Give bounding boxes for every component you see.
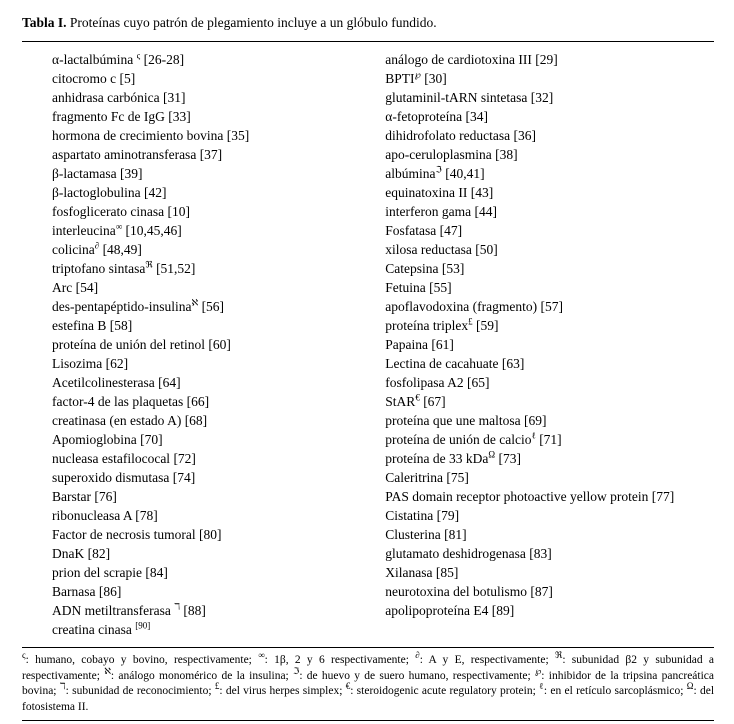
protein-entry: Clusterina [81] (385, 527, 467, 542)
protein-entry: aspartato aminotransferasa [37] (52, 147, 223, 162)
protein-entry: prion del scrapie [84] (52, 565, 168, 580)
protein-entry: PAS domain receptor photoactive yellow protein [77] (385, 489, 675, 504)
protein-entry: Papaina [61] (385, 337, 454, 352)
footnote-marker: ∂ (94, 240, 100, 251)
protein-entry: hormona de crecimiento bovina [35] (52, 128, 250, 143)
protein-entry: ribonucleasa A [78] (52, 508, 158, 523)
protein-entry: colicina∂ [48,49] (52, 240, 142, 257)
protein-entry: dihidrofolato reductasa [36] (385, 128, 537, 143)
protein-entry: Fosfatasa [47] (385, 223, 463, 238)
footnote-symbol: ℸ (59, 681, 66, 692)
footnote-marker: € (415, 392, 420, 403)
right-column (385, 50, 714, 639)
protein-entry: BPTI℘ [30] (385, 69, 447, 86)
protein-entry: β-lactamasa [39] (52, 166, 143, 181)
table-body (22, 42, 714, 647)
protein-entry: DnaK [82] (52, 546, 111, 561)
protein-entry: apolipoproteína E4 [89] (385, 603, 515, 618)
footnote-symbol: Ω (686, 681, 694, 692)
protein-entry: Acetilcolinesterasa [64] (52, 375, 181, 390)
protein-entry: apo-ceruloplasmina [38] (385, 147, 518, 162)
table-caption: Proteínas cuyo patrón de plegamiento incluye a un glóbulo fundido. (66, 15, 437, 30)
protein-entry: Xilanasa [85] (385, 565, 459, 580)
protein-entry: Barnasa [86] (52, 584, 122, 599)
protein-entry: Cistatina [79] (385, 508, 460, 523)
protein-entry: creatinasa (en estado A) [68] (52, 413, 208, 428)
footnote-marker: ℓ (531, 430, 536, 441)
footnote-marker: ℜ (145, 259, 153, 270)
protein-entry: proteína de unión de calcio$^\ell$ [71] (385, 430, 562, 447)
protein-entry: proteína de unión del retinol [60] (52, 337, 231, 352)
footnote-marker: [90] (135, 620, 151, 631)
protein-entry: glutamato deshidrogenasa [83] (385, 546, 552, 561)
footnote-text: $^\varsigma$: humano, cobayo y bovino, respectivamente; ∞: 1β, 2 y 6 respectivamente; ∂: A y E, respectivamente; $^ℜ$: subunidad β2 y subunidad a respectivamente; $^ℵ$: análogo monomérico de la insulina; $^ℑ$: de huevo y de suero humano, respectivamente; ℘: inhibidor de la tripsina pancreática bovina; $^ℸ$: subunidad de reconocimiento; £: del virus herpes simplex; €: steroidogenic acute regulatory protein; $^\ell$: en el retículo sarcoplásmico; $^\Omega$: del fotosistema II. (22, 650, 715, 713)
protein-entry: Fetuina [55] (385, 280, 452, 295)
protein-entry: α-lactalbúmina $^\varsigma$ [26-28] (52, 50, 185, 67)
protein-entry: Lectina de cacahuate [63] (385, 356, 525, 371)
footnote-marker: ℵ (191, 297, 199, 308)
protein-entry: nucleasa estafilococal [72] (52, 451, 196, 466)
protein-entry: xilosa reductasa [50] (385, 242, 498, 257)
protein-entry: Apomioglobina [70] (52, 432, 163, 447)
bottom-rule (22, 720, 714, 721)
footnote-marker: ℑ (435, 164, 442, 175)
protein-entry: Barstar [76] (52, 489, 117, 504)
table-title (22, 14, 714, 31)
protein-entry: glutaminil-tARN sintetasa [32] (385, 90, 554, 105)
left-column (22, 50, 385, 639)
footnote-marker: ℸ (174, 601, 181, 612)
footnote-marker: ℘ (414, 69, 421, 80)
footnote-symbol: € (345, 681, 351, 692)
protein-entry: superoxido dismutasa [74] (52, 470, 196, 485)
protein-entry: interferon gama [44] (385, 204, 498, 219)
protein-entry: Factor de necrosis tumoral [80] (52, 527, 222, 542)
protein-entry: análogo de cardiotoxina III [29] (385, 52, 558, 67)
protein-entry: interleucina∞ [10,45,46] (52, 221, 182, 238)
table-label: Tabla I. (22, 15, 67, 30)
protein-entry: Arc [54] (52, 280, 99, 295)
protein-entry: neurotoxina del botulismo [87] (385, 584, 553, 599)
protein-entry: Lisozima [62] (52, 356, 129, 371)
footnote-marker: £ (468, 316, 473, 327)
protein-entry: β-lactoglobulina [42] (52, 185, 167, 200)
footnote-marker: ς (136, 50, 141, 61)
footnote-symbol: ℜ (554, 650, 563, 661)
footnote-symbol: £ (214, 681, 220, 692)
protein-entry: equinatoxina II [43] (385, 185, 494, 200)
protein-entry: proteína de 33 kDa$^\Omega$ [73] (385, 449, 521, 466)
protein-entry: α-fetoproteína [34] (385, 109, 488, 124)
protein-entry: fosfoglicerato cinasa [10] (52, 204, 190, 219)
protein-entry: albúmina$^ℑ$ [40,41] (385, 164, 485, 181)
protein-entry: Catepsina [53] (385, 261, 465, 276)
protein-entry: fragmento Fc de IgG [33] (52, 109, 191, 124)
protein-entry: apoflavodoxina (fragmento) [57] (385, 299, 563, 314)
footnote-marker: Ω (488, 449, 496, 460)
footnote-symbol: ∂ (415, 650, 420, 661)
footnote-symbol: ℵ (104, 665, 111, 676)
footnote-symbol: ∞ (258, 650, 265, 661)
protein-entry: ADN metiltransferasa $^ℸ$ [88] (52, 601, 206, 618)
footnote-symbol: ς (22, 650, 26, 661)
protein-entry: fosfolipasa A2 [65] (385, 375, 490, 390)
footnote-symbol: ℑ (293, 665, 300, 676)
protein-entry: creatina cinasa [90] (52, 620, 151, 637)
protein-entry: Caleritrina [75] (385, 470, 469, 485)
protein-entry: anhidrasa carbónica [31] (52, 90, 186, 105)
footnote-symbol: ℘ (535, 665, 542, 676)
footnote-marker: ∞ (115, 221, 123, 232)
protein-entry: StAR€ [67] (385, 392, 446, 409)
footnote-symbol: ℓ (539, 681, 544, 692)
protein-entry: proteína que une maltosa [69] (385, 413, 547, 428)
protein-entry: citocromo c [5] (52, 71, 136, 86)
protein-entry: des-pentapéptido-insulina$^ℵ$ [56] (52, 297, 225, 314)
protein-entry: triptofano sintasa$^ℜ$ [51,52] (52, 259, 196, 276)
protein-entry: proteína triplex£ [59] (385, 316, 499, 333)
protein-entry: factor-4 de las plaquetas [66] (52, 394, 210, 409)
protein-entry: estefina B [58] (52, 318, 133, 333)
